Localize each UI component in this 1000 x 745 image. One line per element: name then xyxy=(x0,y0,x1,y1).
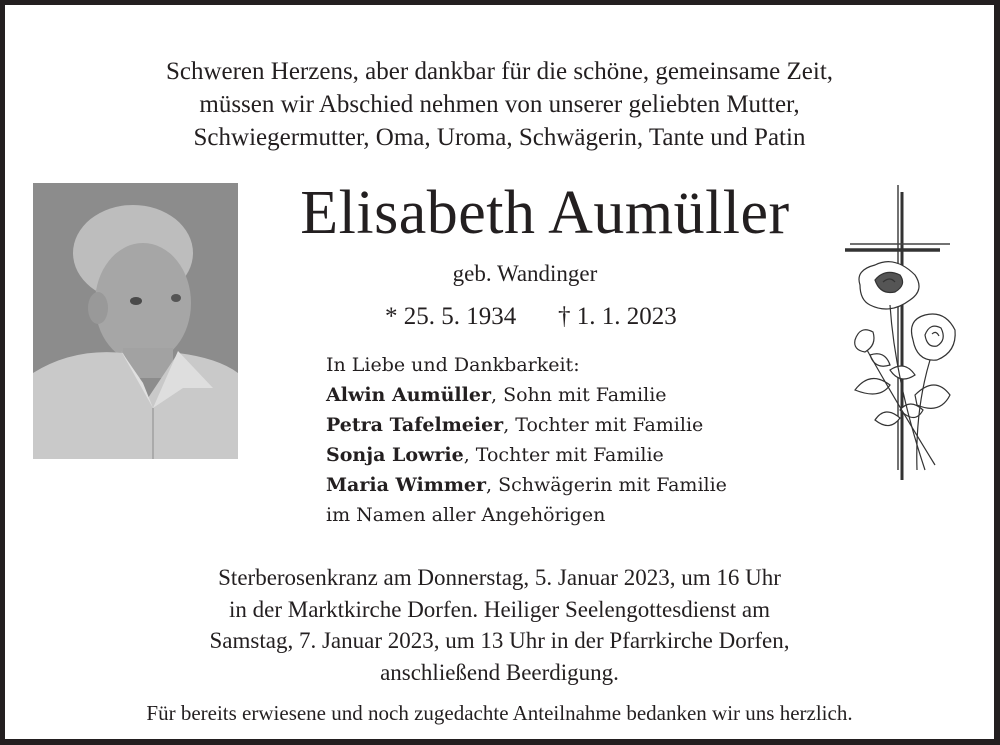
member-relation: , Sohn mit Familie xyxy=(490,384,667,406)
intro-line: Schwiegermutter, Oma, Uroma, Schwägerin, Tante und Patin xyxy=(193,124,806,151)
portrait-icon xyxy=(33,183,238,459)
service-line: in der Marktkirche Dorfen. Heiliger Seelengottesdienst am xyxy=(229,596,770,622)
member-name: Sonja Lowrie xyxy=(326,444,464,466)
family-closing: im Namen aller Angehörigen xyxy=(326,504,606,526)
family-member xyxy=(326,470,846,500)
member-name: Alwin Aumüller xyxy=(326,384,491,406)
service-line: Samstag, 7. Januar 2023, um 13 Uhr in der Pfarrkirche Dorfen, xyxy=(209,628,790,653)
member-name: Petra Tafelmeier xyxy=(326,414,504,436)
maiden-name: geb. Wandinger xyxy=(452,261,598,286)
thanks-text: Für bereits erwiesene und noch zugedachte Anteilnahme bedanken wir uns herzlich. xyxy=(146,701,853,725)
intro-line: müssen wir Abschied nehmen von unserer geliebten Mutter, xyxy=(199,91,800,118)
family-member xyxy=(326,380,846,410)
member-relation: , Schwägerin mit Familie xyxy=(486,474,727,496)
cross-with-roses-icon xyxy=(845,180,960,485)
member-relation: , Tochter mit Familie xyxy=(503,414,704,436)
deceased-name: Elisabeth Aumüller xyxy=(300,179,790,247)
service-details xyxy=(5,562,994,688)
service-line: Sterberosenkranz am Donnerstag, 5. Januar 2023, um 16 Uhr xyxy=(218,565,781,590)
portrait-photo xyxy=(33,183,238,459)
family-heading: In Liebe und Dankbarkeit: xyxy=(326,354,580,376)
family-member xyxy=(326,410,846,440)
member-name: Maria Wimmer xyxy=(326,474,487,496)
birth-date: * 25. 5. 1934 xyxy=(385,303,517,330)
family-list xyxy=(326,350,846,530)
death-date: † 1. 1. 2023 xyxy=(558,303,677,330)
obituary-notice xyxy=(5,5,994,739)
member-relation: , Tochter mit Familie xyxy=(463,444,664,466)
intro-line: Schweren Herzens, aber dankbar für die schöne, gemeinsame Zeit, xyxy=(165,58,834,85)
intro-text xyxy=(5,55,994,154)
service-line: anschließend Beerdigung. xyxy=(380,659,619,685)
family-member xyxy=(326,440,846,470)
